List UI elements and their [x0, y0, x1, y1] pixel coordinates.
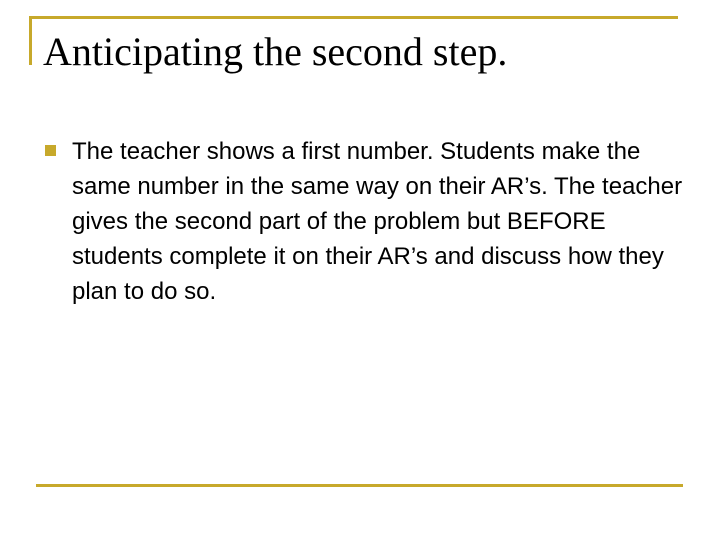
square-bullet-icon	[45, 145, 56, 156]
frame-left-rule	[29, 16, 32, 65]
bullet-text: The teacher shows a first number. Students make the same number in the same way on their AR’s. The teacher gives the second part of the problem but BEFORE students complete it on their AR’s and discuss how they plan to do so.	[72, 138, 683, 305]
bullet-item	[43, 134, 683, 309]
slide-title: Anticipating the second step.	[43, 29, 508, 74]
frame-top-rule	[29, 16, 678, 19]
frame-bottom-rule	[36, 484, 683, 487]
bullet-list	[43, 134, 683, 309]
